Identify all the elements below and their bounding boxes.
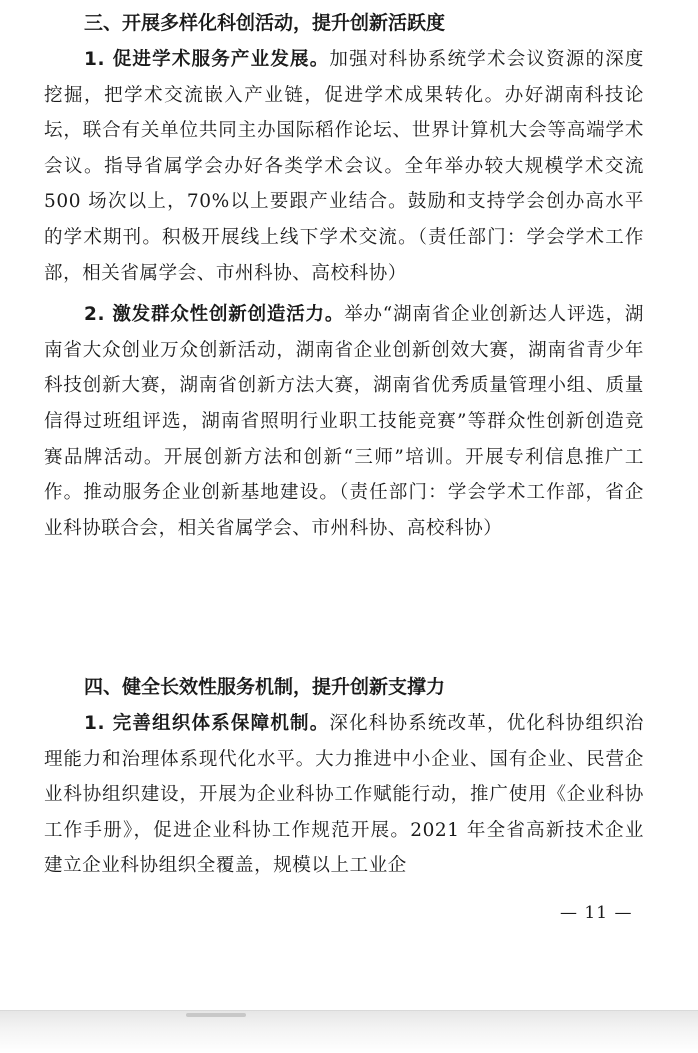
section-4-item-1-text: 深化科协系统改革，优化科协组织治理能力和治理体系现代化水平。大力推进中小企业、国有企业、民营企业科协组织建设，开展为企业科协工作赋能行动，推广使用《企业科协工作手册》，促进企业科协工作规范开展。2021 年全省高新技术企业建立企业科协组织全覆盖，规模以上工业企 (44, 713, 644, 877)
section-4-item-1 (44, 706, 644, 884)
section-4 (44, 670, 644, 884)
section-3-item-2 (44, 297, 644, 546)
section-4-heading: 四、健全长效性服务机制，提升创新支撑力 (84, 676, 446, 698)
horizontal-scrollbar[interactable] (186, 1013, 246, 1017)
section-3 (44, 6, 644, 546)
viewer-bottom-bar (0, 1010, 698, 1053)
section-3-item-2-text: 举办“湖南省企业创新达人评选，湖南省大众创业万众创新活动，湖南省企业创新创效大赛，湖南省青少年科技创新大赛，湖南省创新方法大赛，湖南省优秀质量管理小组、质量信得过班组评选，湖南省照明行业职工技能竞赛”等群众性创新创造竞赛品牌活动。开展创新方法和创新“三师”培训。开展专利信息推广工作。推动服务企业创新基地建设。（责任部门：学会学术工作部，省企业科协联合会，相关省属学会、市州科协、高校科协） (44, 304, 644, 539)
section-3-item-1 (44, 42, 644, 291)
section-3-item-1-lead: 1. 促进学术服务产业发展。 (84, 49, 330, 70)
page-number: — 11 — (560, 903, 633, 923)
section-3-item-2-lead: 2. 激发群众性创新创造活力。 (84, 304, 345, 326)
section-3-heading: 三、开展多样化科创活动，提升创新活跃度 (84, 12, 446, 34)
section-3-item-1-text: 加强对科协系统学术会议资源的深度挖掘，把学术交流嵌入产业链，促进学术成果转化。办好湖南科技论坛，联合有关单位共同主办国际稻作论坛、世界计算机大会等高端学术会议。指导省属学会办好各类学术会议。全年举办较大规模学术交流 500 场次以上，70%以上要跟产业结合。鼓励和支持学会创办高水平的学术期刊。积极开展线上线下学术交流。（责任部门：学会学术工作部，相关省属学会、市州科协、高校科协） (44, 49, 644, 284)
section-4-item-1-lead: 1. 完善组织体系保障机制。 (84, 713, 330, 734)
